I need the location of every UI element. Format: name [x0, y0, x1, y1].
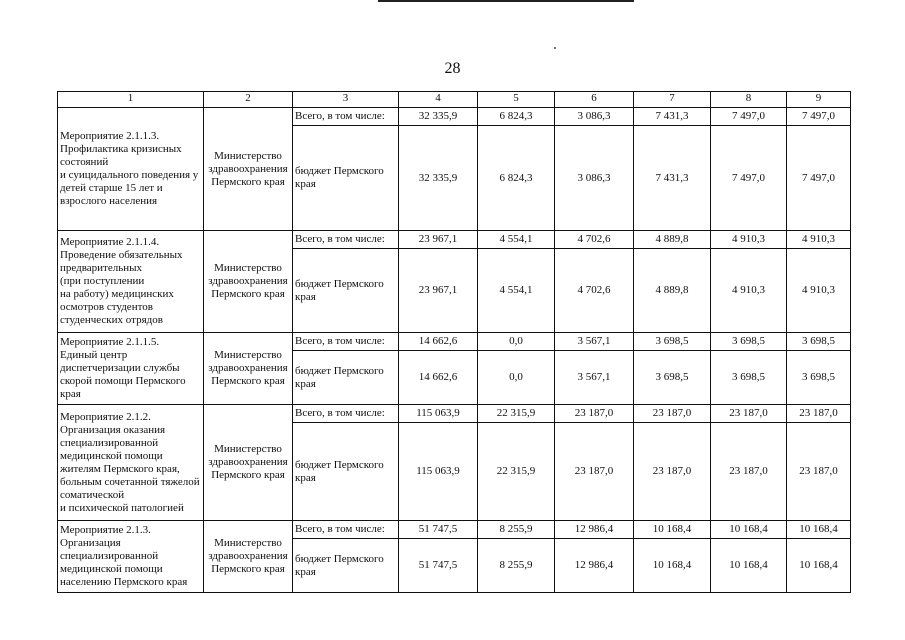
column-header: 2: [204, 92, 293, 108]
budget-value: 10 168,4: [711, 539, 787, 593]
budget-value: 0,0: [478, 351, 555, 405]
total-value: 3 086,3: [555, 108, 634, 126]
budget-value: 10 168,4: [787, 539, 851, 593]
column-header: 7: [634, 92, 711, 108]
top-rule: [378, 0, 634, 2]
budget-value: 3 086,3: [555, 126, 634, 231]
measure-name: Мероприятие 2.1.1.5. Единый центр диспетчеризации службы скорой помощи Пермского края: [58, 333, 204, 405]
budget-value: 23 187,0: [787, 423, 851, 521]
total-value: 22 315,9: [478, 405, 555, 423]
budget-value: 3 567,1: [555, 351, 634, 405]
measure-name: Мероприятие 2.1.1.4. Проведение обязательных предварительных (при поступлении на работу) медицинских осмотров студентов студенческих отрядов: [58, 231, 204, 333]
total-value: 23 187,0: [555, 405, 634, 423]
budget-value: 3 698,5: [634, 351, 711, 405]
total-value: 10 168,4: [787, 521, 851, 539]
budget-value: 51 747,5: [399, 539, 478, 593]
measure-name: Мероприятие 2.1.3. Организация специализированной медицинской помощи населению Пермского края: [58, 521, 204, 593]
budget-value: 115 063,9: [399, 423, 478, 521]
budget-value: 22 315,9: [478, 423, 555, 521]
total-value: 4 702,6: [555, 231, 634, 249]
budget-value: 8 255,9: [478, 539, 555, 593]
column-header: 8: [711, 92, 787, 108]
budget-value: 32 335,9: [399, 126, 478, 231]
source-budget-label: бюджет Пермского края: [293, 126, 399, 231]
budget-value: 4 702,6: [555, 249, 634, 333]
total-value: 0,0: [478, 333, 555, 351]
budget-value: 23 967,1: [399, 249, 478, 333]
budget-value: 3 698,5: [787, 351, 851, 405]
source-budget-label: бюджет Пермского края: [293, 351, 399, 405]
executor: Министерство здравоохранения Пермского края: [204, 333, 293, 405]
scan-speck: [554, 47, 556, 49]
source-budget-label: бюджет Пермского края: [293, 423, 399, 521]
budget-value: 7 497,0: [711, 126, 787, 231]
budget-value: 23 187,0: [634, 423, 711, 521]
budget-value: 23 187,0: [711, 423, 787, 521]
source-total-label: Всего, в том числе:: [293, 108, 399, 126]
total-value: 115 063,9: [399, 405, 478, 423]
budget-value: 4 910,3: [711, 249, 787, 333]
budget-value: 4 554,1: [478, 249, 555, 333]
budget-value: 4 889,8: [634, 249, 711, 333]
column-header: 9: [787, 92, 851, 108]
total-value: 7 497,0: [711, 108, 787, 126]
total-value: 3 698,5: [787, 333, 851, 351]
budget-value: 6 824,3: [478, 126, 555, 231]
measure-name: Мероприятие 2.1.1.3. Профилактика кризисных состояний и суицидального поведения у детей старше 15 лет и взрослого населения: [58, 108, 204, 231]
total-value: 4 910,3: [711, 231, 787, 249]
total-value: 7 497,0: [787, 108, 851, 126]
funding-table: [57, 91, 851, 593]
total-value: 23 187,0: [634, 405, 711, 423]
total-value: 23 187,0: [787, 405, 851, 423]
column-header: 3: [293, 92, 399, 108]
total-value: 10 168,4: [711, 521, 787, 539]
total-value: 51 747,5: [399, 521, 478, 539]
executor: Министерство здравоохранения Пермского края: [204, 521, 293, 593]
total-value: 23 187,0: [711, 405, 787, 423]
total-value: 14 662,6: [399, 333, 478, 351]
executor: Министерство здравоохранения Пермского края: [204, 108, 293, 231]
total-value: 3 698,5: [711, 333, 787, 351]
total-value: 4 889,8: [634, 231, 711, 249]
total-value: 32 335,9: [399, 108, 478, 126]
executor: Министерство здравоохранения Пермского края: [204, 231, 293, 333]
table-row-total: [58, 333, 851, 351]
budget-value: 14 662,6: [399, 351, 478, 405]
source-budget-label: бюджет Пермского края: [293, 539, 399, 593]
table-row-total: [58, 521, 851, 539]
budget-value: 10 168,4: [634, 539, 711, 593]
total-value: 12 986,4: [555, 521, 634, 539]
budget-value: 4 910,3: [787, 249, 851, 333]
column-header: 6: [555, 92, 634, 108]
total-value: 3 698,5: [634, 333, 711, 351]
total-value: 8 255,9: [478, 521, 555, 539]
total-value: 4 554,1: [478, 231, 555, 249]
source-total-label: Всего, в том числе:: [293, 333, 399, 351]
total-value: 10 168,4: [634, 521, 711, 539]
total-value: 6 824,3: [478, 108, 555, 126]
total-value: 23 967,1: [399, 231, 478, 249]
budget-value: 12 986,4: [555, 539, 634, 593]
table-row-total: [58, 405, 851, 423]
header-row: [58, 92, 851, 108]
column-header: 5: [478, 92, 555, 108]
measure-name: Мероприятие 2.1.2. Организация оказания специализированной медицинской помощи жителям Пермского края, больным сочетанной тяжелой соматической и психической патологией: [58, 405, 204, 521]
column-header: 4: [399, 92, 478, 108]
total-value: 7 431,3: [634, 108, 711, 126]
budget-value: 7 497,0: [787, 126, 851, 231]
source-total-label: Всего, в том числе:: [293, 405, 399, 423]
executor: Министерство здравоохранения Пермского края: [204, 405, 293, 521]
source-total-label: Всего, в том числе:: [293, 231, 399, 249]
budget-value: 3 698,5: [711, 351, 787, 405]
budget-value: 7 431,3: [634, 126, 711, 231]
budget-value: 23 187,0: [555, 423, 634, 521]
source-budget-label: бюджет Пермского края: [293, 249, 399, 333]
page-number: 28: [444, 60, 461, 77]
source-total-label: Всего, в том числе:: [293, 521, 399, 539]
total-value: 4 910,3: [787, 231, 851, 249]
column-header: 1: [58, 92, 204, 108]
table-row-total: [58, 231, 851, 249]
table-row-total: [58, 108, 851, 126]
total-value: 3 567,1: [555, 333, 634, 351]
